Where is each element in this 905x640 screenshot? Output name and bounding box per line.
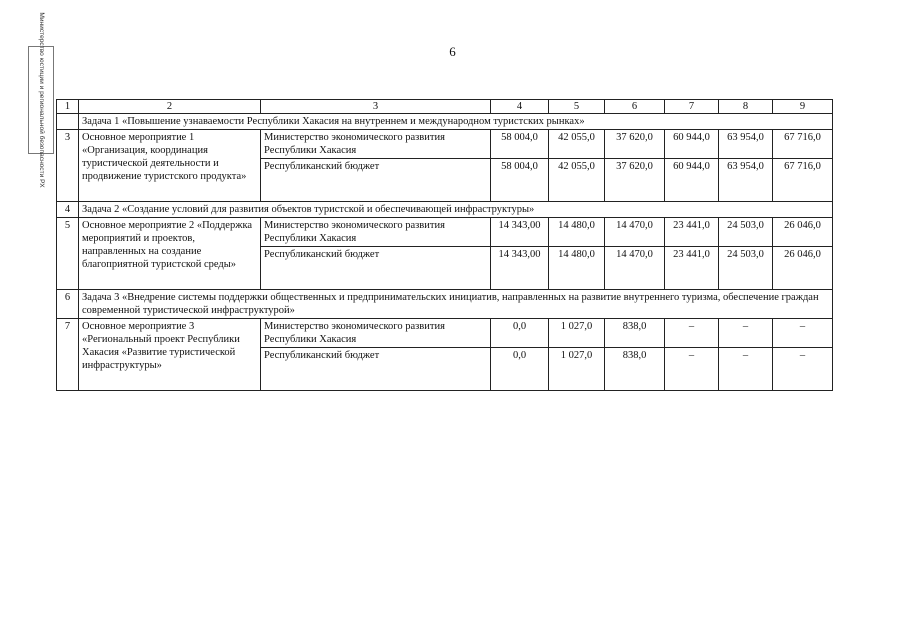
row-number: [57, 114, 79, 130]
header-cell: 4: [491, 100, 549, 114]
value-cell: 60 944,0: [665, 159, 719, 202]
header-cell: 7: [665, 100, 719, 114]
header-cell: 3: [261, 100, 491, 114]
value-cell: 26 046,0: [773, 218, 833, 247]
task-row: [57, 114, 833, 130]
value-cell: 24 503,0: [719, 247, 773, 290]
event-name: Основное мероприятие 3 «Региональный проект Республики Хакасия «Развитие туристической инфраструктуры»: [79, 319, 261, 391]
value-cell: 58 004,0: [491, 159, 549, 202]
value-cell: 0,0: [491, 348, 549, 391]
value-cell: 23 441,0: [665, 218, 719, 247]
value-cell: –: [773, 348, 833, 391]
value-cell: 63 954,0: [719, 130, 773, 159]
task-title: Задача 3 «Внедрение системы поддержки общественных и предпринимательских инициатив, направленных на развитие внутреннего туризма, обеспечение граждан современной туристической инфраструктурой»: [79, 290, 833, 319]
header-cell: 5: [549, 100, 605, 114]
value-cell: 14 470,0: [605, 218, 665, 247]
value-cell: –: [773, 319, 833, 348]
value-cell: 838,0: [605, 348, 665, 391]
event-row: [57, 130, 833, 159]
value-cell: –: [665, 348, 719, 391]
funding-source: Министерство экономического развития Республики Хакасия: [261, 319, 491, 348]
value-cell: 37 620,0: [605, 130, 665, 159]
value-cell: 14 480,0: [549, 218, 605, 247]
header-cell: 2: [79, 100, 261, 114]
page-number: 6: [449, 44, 456, 59]
task-title: Задача 1 «Повышение узнаваемости Республики Хакасия на внутреннем и международном туристских рынках»: [79, 114, 833, 130]
row-number: 6: [57, 290, 79, 319]
event-name: Основное мероприятие 1 «Организация, координация туристической деятельности и продвижение туристского продукта»: [79, 130, 261, 202]
value-cell: 14 343,00: [491, 247, 549, 290]
event-row: [57, 319, 833, 348]
registration-stamp: [28, 12, 54, 188]
funding-source: Министерство экономического развития Республики Хакасия: [261, 218, 491, 247]
value-cell: 67 716,0: [773, 130, 833, 159]
task-row: [57, 290, 833, 319]
value-cell: 37 620,0: [605, 159, 665, 202]
event-name: Основное мероприятие 2 «Поддержка мероприятий и проектов, направленных на создание благоприятной туристской среды»: [79, 218, 261, 290]
row-number: 3: [57, 130, 79, 202]
value-cell: 1 027,0: [549, 319, 605, 348]
event-row: [57, 218, 833, 247]
funding-source: Республиканский бюджет: [261, 159, 491, 202]
header-cell: 9: [773, 100, 833, 114]
value-cell: 14 470,0: [605, 247, 665, 290]
program-funding-table: [56, 99, 833, 391]
funding-source: Министерство экономического развития Республики Хакасия: [261, 130, 491, 159]
value-cell: –: [665, 319, 719, 348]
value-cell: 838,0: [605, 319, 665, 348]
value-cell: 24 503,0: [719, 218, 773, 247]
value-cell: 26 046,0: [773, 247, 833, 290]
value-cell: 14 480,0: [549, 247, 605, 290]
stamp-text: Министерство юстиции и региональной безопасности РХ: [37, 12, 45, 188]
value-cell: –: [719, 348, 773, 391]
value-cell: 58 004,0: [491, 130, 549, 159]
value-cell: 23 441,0: [665, 247, 719, 290]
value-cell: 67 716,0: [773, 159, 833, 202]
row-number: 7: [57, 319, 79, 391]
row-number: 5: [57, 218, 79, 290]
header-cell: 6: [605, 100, 665, 114]
value-cell: 42 055,0: [549, 130, 605, 159]
value-cell: 14 343,00: [491, 218, 549, 247]
task-row: [57, 202, 833, 218]
funding-source: Республиканский бюджет: [261, 247, 491, 290]
value-cell: 63 954,0: [719, 159, 773, 202]
table-header-row: [57, 100, 833, 114]
value-cell: 60 944,0: [665, 130, 719, 159]
value-cell: 42 055,0: [549, 159, 605, 202]
row-number: 4: [57, 202, 79, 218]
value-cell: –: [719, 319, 773, 348]
value-cell: 1 027,0: [549, 348, 605, 391]
task-title: Задача 2 «Создание условий для развития объектов туристской и обеспечивающей инфраструктуры»: [79, 202, 833, 218]
header-cell: 1: [57, 100, 79, 114]
value-cell: 0,0: [491, 319, 549, 348]
funding-source: Республиканский бюджет: [261, 348, 491, 391]
header-cell: 8: [719, 100, 773, 114]
